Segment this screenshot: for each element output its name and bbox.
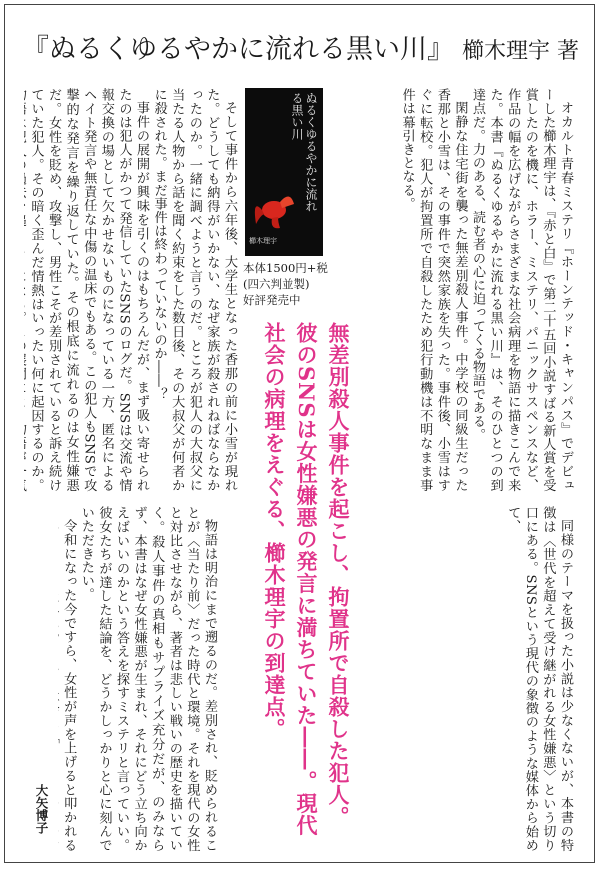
paragraph-5: 同様のテーマを扱った小説は少なくないが、本書の特徴は〈世代を超えて受け継がれる女性嫌悪〉という切り口にある。SNSという現代の象徴のような媒体から始めて、 — [505, 506, 573, 852]
book-info — [243, 260, 333, 308]
red-goldfish-icon — [250, 180, 298, 232]
body-column-upper-left — [24, 88, 238, 492]
body-column-lower-right — [362, 506, 574, 852]
body-column-upper-right — [342, 88, 574, 492]
paragraph-2: 閑静な住宅街を襲った無差別殺人事件。中学校の同級生だった香那と小雪は、その事件で突然家族を失った。事件後、小雪はすぐに転校。犯人が拘置所で自殺したため犯行動機は不明なまま事件は幕引きとなる。 — [399, 88, 468, 492]
catch-copy: 無差別殺人事件を起こし、拘置所で自殺した犯人。彼のSNSは女性嫌悪の発言に満ちていた――。現代社会の病理をえぐる、櫛木理宇の到達点。 — [262, 322, 351, 837]
cover-title: ぬるくゆるやかに流れる黒い川 — [290, 92, 318, 212]
paragraph-1: オカルト青春ミステリ『ホーンテッド・キャンパス』でデビューした櫛木理宇は、『赤と白』で第二十五回小説すばる新人賞を受賞したのを機に、ホラー、ミステリ、パニックサスペンスなど、作品の幅を広げながらさまざまな社会病理を物語に描きこんで来た。本書『ぬるくゆるやかに流れる黒い川』は、そのひとつの到達点だ。力のある、読む者の心に迫ってくる物語である。 — [470, 88, 573, 492]
book-title: 『ぬるくゆるやかに流れる黒い川』 — [22, 34, 454, 65]
book-cover — [245, 88, 323, 256]
book-format: (四六判並製) — [243, 277, 310, 291]
review-heading — [22, 30, 582, 70]
paragraph-4: 事件の展開が興味を引くのはもちろんだが、まず吸い寄せられたのは犯人がかつて発信していたSNSのログだ。SNSは交流や情報交換の場として欠かせないものになっている一方、匿名によるヘイト発言や無責任な中傷の温床でもある。この犯人もSNSで攻撃的な発言を繰り返していた。その根底に流れるのは女性嫌悪だ。女性を貶め、攻撃し、男性こそが差別されていると訴え続けていた犯人。その暗く歪んだ情熱はいったい何に起因するのか。 — [28, 88, 150, 492]
book-status: 好評発売中 — [243, 293, 301, 307]
reviewer-name: 大矢博子 — [34, 784, 49, 834]
paragraph-6: 物語は明治にまで遡るのだ。差別され、貶められることが〈当たり前〉だった時代と環境。それを現代の女性と対比させながら、著者は悲しい戦いの歴史を描いていく。殺人事件の真相もサプライズ充分だが、のみならず、本書はなぜ女性嫌悪が生まれ、それにどう立ち向かえばいいのかという答えを探すミステリと言っていい。彼女たちが達した結論を、どうかしっかりと心に刻んでいただきたい。 — [78, 506, 217, 852]
paragraph-3: そして事件から六年後、大学生となった香那の前に小雪が現れた。どうしても納得がいかない、なぜ家族が殺されねばならなかったのか。一緒に調べようと言うのだ。ところが犯人の大叔父に当たる人物から話を聞く約束をした数日後、その大叔父が何者かに殺された。まだ事件は終わっていないのか――？ — [151, 88, 237, 492]
cover-author: 櫛木理宇 — [249, 237, 277, 245]
paragraph-7: 令和になった今ですら、女性が声を上げると叩かれる — [61, 519, 77, 852]
book-price: 本体1500円+税 — [243, 261, 328, 275]
body-column-lower-left — [58, 506, 218, 852]
author-line: 櫛木理宇 著 — [462, 39, 579, 64]
